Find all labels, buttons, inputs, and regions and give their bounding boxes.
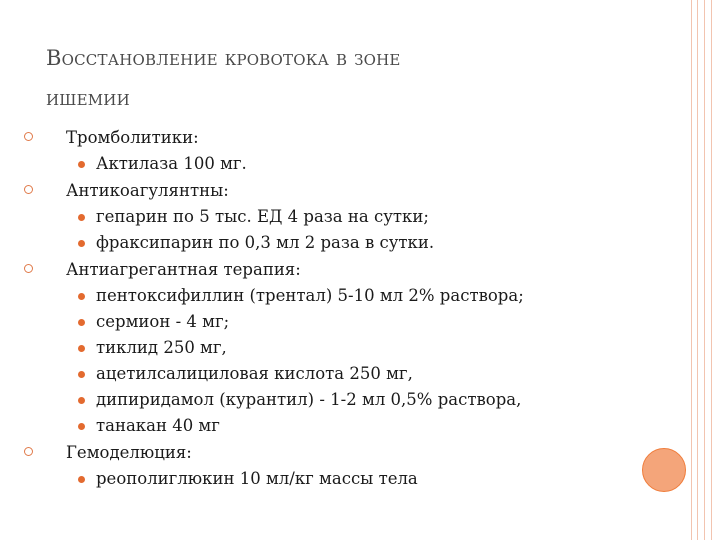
dot-bullet-icon [78, 397, 85, 404]
dot-bullet-icon [78, 423, 85, 430]
list-item-anticoagulants [24, 177, 664, 204]
bullet-list [24, 124, 664, 492]
dot-bullet-icon [78, 371, 85, 378]
list-item-antiplatelet [24, 256, 664, 283]
title-line-1: Восстановление кровотока в зоне [46, 46, 401, 70]
list-item-label: Гемоделюция: [66, 443, 192, 462]
sub-list-item-label: реополиглюкин 10 мл/кг массы тела [96, 469, 418, 488]
dot-bullet-icon [78, 240, 85, 247]
sub-list-item [24, 230, 664, 256]
sub-list-item-label: гепарин по 5 тыс. ЕД 4 раза на сутки; [96, 207, 429, 226]
sub-list-item [24, 361, 664, 387]
list-item-label: Антикоагулянтны: [66, 181, 229, 200]
sub-list-item-label: Актилаза 100 мг. [96, 154, 247, 173]
sub-list-item-label: тиклид 250 мг, [96, 338, 227, 357]
title-line-2: ишемии [46, 86, 130, 110]
list-item-thrombolytics [24, 124, 664, 151]
sub-list-item-label: фраксипарин по 0,3 мл 2 раза в сутки. [96, 233, 435, 252]
ring-bullet-icon [24, 447, 33, 456]
sub-list-item-label: сермион - 4 мг; [96, 312, 230, 331]
sub-list-item [24, 335, 664, 361]
dot-bullet-icon [78, 476, 85, 483]
list-item-hemodilution [24, 439, 664, 466]
dot-bullet-icon [78, 345, 85, 352]
decor-line-2 [697, 0, 698, 540]
dot-bullet-icon [78, 161, 85, 168]
decor-line-1 [691, 0, 692, 540]
dot-bullet-icon [78, 214, 85, 221]
sub-list-item [24, 151, 664, 177]
sub-list-item [24, 283, 664, 309]
sub-list-item [24, 413, 664, 439]
ring-bullet-icon [24, 132, 33, 141]
sub-list-item-label: ацетилсалициловая кислота 250 мг, [96, 364, 413, 383]
list-item-label: Тромболитики: [66, 128, 199, 147]
sub-list-item [24, 204, 664, 230]
sub-list-item-label: танакан 40 мг [96, 416, 220, 435]
sub-list-item-label: дипиридамол (курантил) - 1-2 мл 0,5% раствора, [96, 390, 522, 409]
sub-list-item-label: пентоксифиллин (трентал) 5-10 мл 2% раствора; [96, 286, 524, 305]
list-item-label: Антиагрегантная терапия: [66, 260, 301, 279]
sub-list-item [24, 309, 664, 335]
ring-bullet-icon [24, 264, 33, 273]
decor-line-4 [711, 0, 712, 540]
dot-bullet-icon [78, 293, 85, 300]
decor-line-3 [704, 0, 705, 540]
slide-title [46, 38, 606, 118]
decorative-circle [642, 448, 686, 492]
sub-list-item [24, 466, 664, 492]
dot-bullet-icon [78, 319, 85, 326]
ring-bullet-icon [24, 185, 33, 194]
sub-list-item [24, 387, 664, 413]
